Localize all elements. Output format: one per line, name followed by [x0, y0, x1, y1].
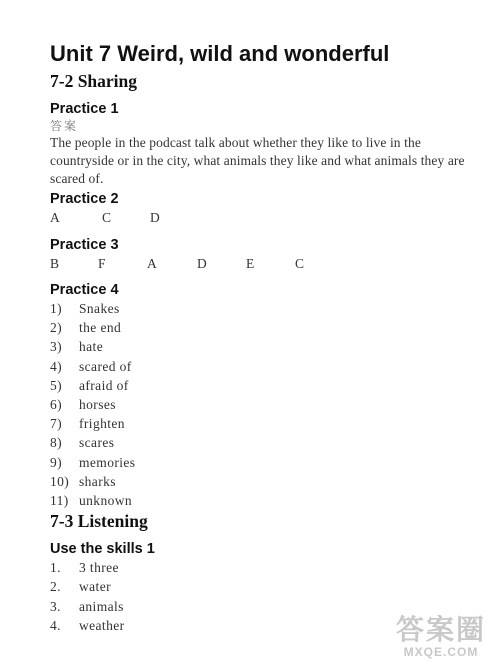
practice-3-answer: E [246, 256, 255, 271]
practice-3-answer: A [147, 256, 157, 271]
answer-note: 答案 [50, 119, 79, 133]
practice-3-answer: B [50, 256, 60, 271]
unit-title: Unit 7 Weird, wild and wonderful [50, 41, 390, 66]
watermark-logo: 答案圈 MXQE.COM [395, 614, 486, 659]
practice-3-answer: C [295, 256, 305, 271]
list-item: 5) afraid of [50, 377, 129, 393]
practice-4-heading: Practice 4 [50, 282, 119, 298]
practice-3-answer: D [197, 256, 207, 271]
practice-2-answer: A [50, 210, 60, 225]
list-item: 2) the end [50, 320, 122, 336]
document-page [50, 40, 470, 635]
list-item: 3. animals [50, 598, 124, 614]
list-item: 1) Snakes [50, 301, 120, 316]
section-7-2-heading: 7-2 Sharing [50, 71, 138, 91]
use-the-skills-1-heading: Use the skills 1 [50, 541, 155, 558]
list-item: 4) scared of [50, 358, 132, 374]
list-item: 11) unknown [50, 493, 133, 509]
list-item: 7) frighten [50, 416, 125, 432]
practice-2-answer: C [102, 210, 112, 225]
practice-4-list [50, 299, 470, 510]
practice-2-answers [50, 208, 470, 227]
practice-2-heading: Practice 2 [50, 191, 119, 207]
list-item: 10) sharks [50, 473, 116, 489]
practice-2-answer: D [150, 210, 160, 225]
practice-1-paragraph: The people in the podcast talk about whether they like to live in the countryside or in the city, what animals they like and what animals they are scared of. [50, 135, 465, 186]
list-item: 9) memories [50, 454, 136, 470]
practice-3-heading: Practice 3 [50, 237, 119, 253]
practice-3-answer: F [98, 256, 106, 271]
list-item: 1. 3 three [50, 560, 119, 576]
list-item: 2. water [50, 579, 111, 595]
list-item: 8) scares [50, 435, 115, 451]
practice-1-heading: Practice 1 [50, 101, 119, 117]
list-item: 4. weather [50, 617, 125, 633]
list-item: 6) horses [50, 397, 116, 413]
list-item: 3) hate [50, 339, 104, 355]
practice-3-answers [50, 254, 470, 273]
section-7-3-heading: 7-3 Listening [50, 511, 148, 532]
